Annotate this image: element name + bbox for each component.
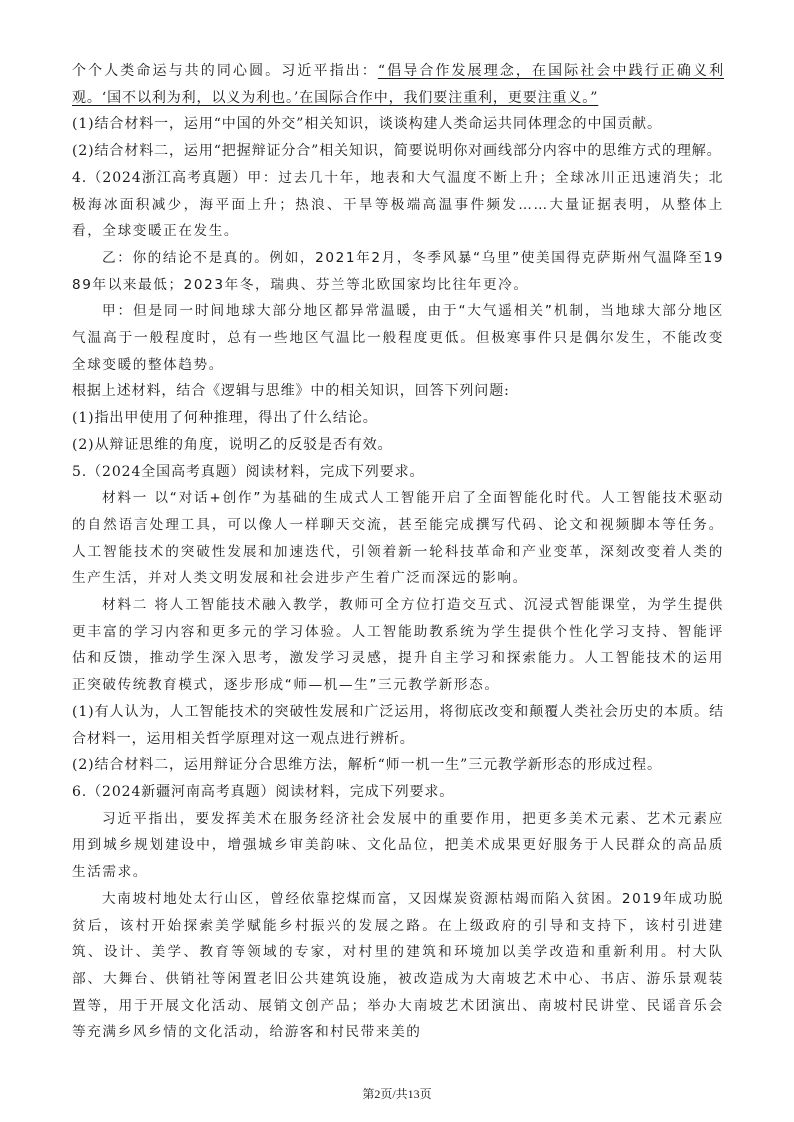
- item-4: [72, 165, 724, 245]
- item-5-material-1: 材料一 以“对话+创作”为基础的生成式人工智能开启了全面智能化时代。人工智能技术驱动的自然语言处理工具，可以像人一样聊天交流，甚至能完成撰写代码、论文和视频脚本等任务。人工智能技术的突破性发展和加速迭代，引领着新一轮科技革命和产业变革，深刻改变着人类的生产生活，并对人类文明发展和社会进步产生着广泛而深远的影响。: [72, 490, 724, 587]
- item-6-heading: 6.（2024新疆河南高考真题）阅读材料，完成下列要求。: [72, 783, 455, 800]
- underlined-quote: “倡导合作发展理念，在国际社会中践行正确义利观。‘国不以利为利，以义为利也。’在国际合作中，我们要注重利，更要注重义。”: [72, 63, 724, 106]
- paragraph-text: 个个人类命运与共的同心圆。习近平指出：: [72, 63, 378, 79]
- item-6-paragraph-2: 大南坡村地处太行山区，曾经依靠挖煤而富，又因煤炭资源枯竭而陷入贫困。2019年成功脱贫后，该村开始探索美学赋能乡村振兴的发展之路。在上级政府的引导和支持下，该村引进建筑、设计、美学、教育等领域的专家，对村里的建筑和环境加以美学改造和重新利用。村大队部、大舞台、供销社等闲置老旧公共建筑设施，被改造成为大南坡艺术中心、书店、游乐景观装置等，用于开展文化活动、展销文创产品；举办大南坡艺术团演出、南坡村民讲堂、民谣音乐会等充满乡风乡情的文化活动，给游客和村民带来美的: [72, 890, 724, 1041]
- item-5-question-2: (2)结合材料二，运用辩证分合思维方法，解析“师一机一生”三元教学新形态的形成过程。: [72, 757, 662, 774]
- item-5-question-1: (1)有人认为，人工智能技术的突破性发展和广泛运用，将彻底改变和颠覆人类社会历史的本质。结合材料一，运用相关哲学原理对这一观点进行辨析。: [72, 703, 724, 747]
- material-paragraph: [72, 58, 724, 111]
- item-4-yi: 乙：你的结论不是真的。例如，2021年2月，冬季风暴“乌里”使美国得克萨斯州气温降至1989年以来最低；2023年冬，瑞典、芬兰等北欧国家均比往年更冷。: [72, 249, 724, 293]
- question-2: (2)结合材料二，运用“把握辩证分合”相关知识，简要说明你对画线部分内容中的思维方式的理解。: [72, 143, 722, 160]
- item-4-jia-1: 甲：过去几十年，地表和大气温度不断上升；全球冰川正迅速消失；北极海冰面积减少，海平面上升；热浪、干旱等极端高温事件频发……大量证据表明，从整体上看，全球变暖正在发生。: [72, 169, 724, 240]
- document-body: [72, 58, 724, 1046]
- page-number: 第2页/共13页: [362, 1087, 432, 1101]
- item-4-question-2: (2)从辩证思维的角度，说明乙的反驳是否有效。: [72, 436, 393, 453]
- item-4-question-1: (1)指出甲使用了何种推理，得出了什么结论。: [72, 410, 378, 427]
- item-6-paragraph-1: 习近平指出，要发挥美术在服务经济社会发展中的重要作用，把更多美术元素、艺术元素应用到城乡规划建设中，增强城乡审美韵味、文化品位，把美术成果更好服务于人民群众的高品质生活需求。: [72, 810, 724, 881]
- item-4-jia-2: 甲：但是同一时间地球大部分地区都异常温暖，由于“大气遥相关”机制，当地球大部分地区气温高于一般程度时，总有一些地区气温比一般程度更低。但极寒事件只是偶尔发生，不能改变全球变暖的整体趋势。: [72, 303, 724, 373]
- question-1: (1)结合材料一，运用“中国的外交”相关知识，谈谈构建人类命运共同体理念的中国贡献。: [72, 116, 662, 133]
- item-5-heading: 5.（2024全国高考真题）阅读材料，完成下列要求。: [72, 463, 425, 480]
- item-4-prompt: 根据上述材料，结合《逻辑与思维》中的相关知识，回答下列问题:: [72, 383, 510, 400]
- item-5-material-2: 材料二 将人工智能技术融入教学，教师可全方位打造交互式、沉浸式智能课堂，为学生提供更丰富的学习内容和更多元的学习体验。人工智能助教系统为学生提供个性化学习支持、智能评估和反馈，推动学生深入思考，激发学习灵感，提升自主学习和探索能力。人工智能技术的运用正突破传统教育模式，逐步形成“师—机—生”三元教学新形态。: [72, 597, 724, 694]
- item-4-heading: 4.（2024浙江高考真题）: [72, 169, 248, 186]
